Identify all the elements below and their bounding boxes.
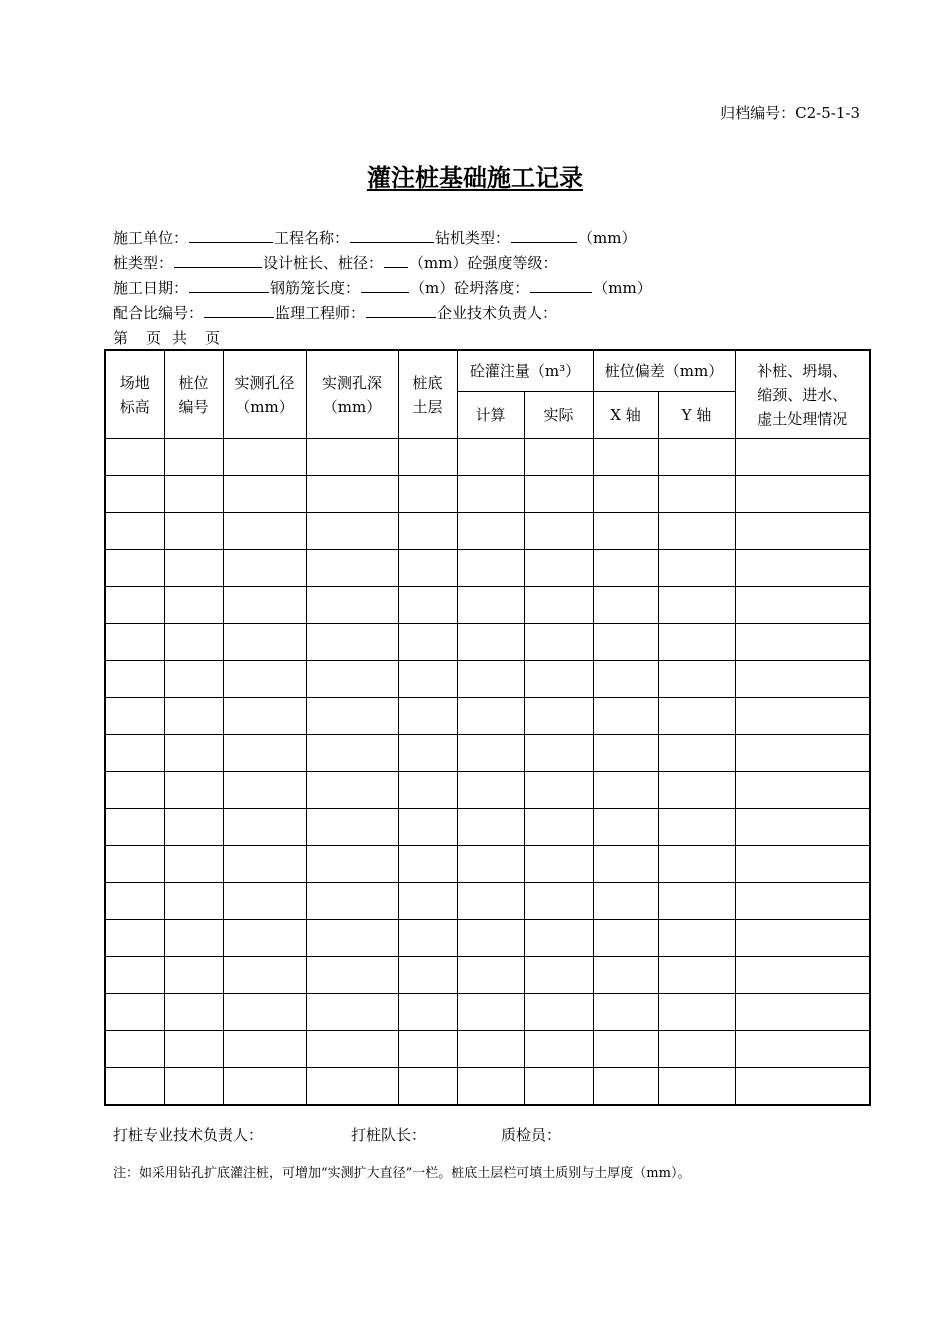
- table-cell[interactable]: [398, 661, 457, 698]
- table-cell[interactable]: [223, 883, 306, 920]
- cage-length-field[interactable]: [361, 277, 409, 293]
- table-cell[interactable]: [735, 994, 870, 1031]
- drill-type-field[interactable]: [511, 227, 577, 243]
- table-cell[interactable]: [398, 1031, 457, 1068]
- design-pile-field[interactable]: [384, 252, 408, 268]
- table-cell[interactable]: [223, 513, 306, 550]
- table-cell[interactable]: [524, 439, 593, 476]
- table-cell[interactable]: [735, 513, 870, 550]
- table-cell[interactable]: [735, 772, 870, 809]
- table-row: [105, 587, 870, 624]
- table-row: [105, 476, 870, 513]
- table-cell[interactable]: [593, 994, 658, 1031]
- table-cell[interactable]: [398, 735, 457, 772]
- table-cell[interactable]: [658, 846, 735, 883]
- table-cell[interactable]: [735, 550, 870, 587]
- table-cell[interactable]: [398, 920, 457, 957]
- fields-row-4: [113, 301, 652, 326]
- table-cell[interactable]: [658, 661, 735, 698]
- table-cell[interactable]: [524, 550, 593, 587]
- table-cell[interactable]: [457, 698, 524, 735]
- table-cell[interactable]: [105, 513, 164, 550]
- table-cell[interactable]: [524, 735, 593, 772]
- table-cell[interactable]: [524, 587, 593, 624]
- table-cell[interactable]: [105, 476, 164, 513]
- table-cell[interactable]: [457, 846, 524, 883]
- header-x-axis: X 轴: [593, 392, 658, 439]
- table-cell[interactable]: [164, 439, 223, 476]
- table-cell[interactable]: [105, 624, 164, 661]
- table-cell[interactable]: [457, 476, 524, 513]
- table-cell[interactable]: [658, 994, 735, 1031]
- table-cell[interactable]: [164, 476, 223, 513]
- table-cell[interactable]: [306, 809, 398, 846]
- table-cell[interactable]: [658, 476, 735, 513]
- table-cell[interactable]: [164, 846, 223, 883]
- table-cell[interactable]: [593, 883, 658, 920]
- table-cell[interactable]: [735, 735, 870, 772]
- header-measured-diameter: 实测孔径（mm）: [223, 350, 306, 439]
- table-cell[interactable]: [398, 772, 457, 809]
- table-cell[interactable]: [524, 698, 593, 735]
- table-cell[interactable]: [457, 550, 524, 587]
- table-cell[interactable]: [223, 1031, 306, 1068]
- table-cell[interactable]: [457, 661, 524, 698]
- table-row: [105, 772, 870, 809]
- header-measured-depth: 实测孔深（mm）: [306, 350, 398, 439]
- supervisor-label: 监理工程师：: [275, 304, 366, 322]
- drill-type-label: 钻机类型：: [435, 229, 511, 247]
- table-cell[interactable]: [105, 772, 164, 809]
- table-cell[interactable]: [223, 809, 306, 846]
- table-cell[interactable]: [593, 661, 658, 698]
- table-cell[interactable]: [306, 772, 398, 809]
- table-cell[interactable]: [524, 513, 593, 550]
- table-cell[interactable]: [306, 587, 398, 624]
- table-cell[interactable]: [457, 957, 524, 994]
- table-cell[interactable]: [658, 439, 735, 476]
- design-pile-label: 设计桩长、桩径：: [263, 254, 384, 272]
- table-cell[interactable]: [398, 957, 457, 994]
- table-row: [105, 809, 870, 846]
- table-cell[interactable]: [457, 587, 524, 624]
- table-cell[interactable]: [735, 587, 870, 624]
- table-cell[interactable]: [735, 957, 870, 994]
- table-row: [105, 550, 870, 587]
- table-row: [105, 920, 870, 957]
- drill-type-unit: （mm）: [578, 229, 637, 247]
- table-cell[interactable]: [306, 661, 398, 698]
- table-cell[interactable]: [105, 957, 164, 994]
- project-name-field[interactable]: [350, 227, 434, 243]
- table-row: [105, 439, 870, 476]
- table-cell[interactable]: [524, 846, 593, 883]
- signature-footer: [113, 1124, 561, 1145]
- table-cell[interactable]: [164, 698, 223, 735]
- table-cell[interactable]: [735, 1068, 870, 1106]
- table-cell[interactable]: [593, 624, 658, 661]
- table-cell[interactable]: [457, 513, 524, 550]
- table-cell[interactable]: [164, 735, 223, 772]
- table-cell[interactable]: [164, 550, 223, 587]
- table-cell[interactable]: [398, 476, 457, 513]
- table-row: [105, 513, 870, 550]
- table-cell[interactable]: [223, 920, 306, 957]
- table-cell[interactable]: [735, 846, 870, 883]
- table-cell[interactable]: [593, 957, 658, 994]
- construction-date-label: 施工日期：: [113, 279, 189, 297]
- header-fields: [113, 226, 652, 351]
- header-position-deviation: 桩位偏差（mm）: [593, 350, 735, 392]
- table-cell[interactable]: [398, 1068, 457, 1106]
- header-y-axis: Y 轴: [658, 392, 735, 439]
- table-cell[interactable]: [306, 846, 398, 883]
- table-cell[interactable]: [105, 920, 164, 957]
- table-cell[interactable]: [105, 550, 164, 587]
- table-cell[interactable]: [306, 476, 398, 513]
- table-cell[interactable]: [164, 957, 223, 994]
- concrete-grade-label: （mm）砼强度等级：: [409, 254, 558, 272]
- tech-leader-label: 企业技术负责人：: [437, 304, 558, 322]
- table-cell[interactable]: [457, 809, 524, 846]
- table-cell[interactable]: [105, 698, 164, 735]
- inspector-label: 质检员：: [501, 1126, 562, 1144]
- cage-length-label: 钢筋笼长度：: [270, 279, 361, 297]
- table-cell[interactable]: [593, 735, 658, 772]
- table-cell[interactable]: [524, 661, 593, 698]
- table-row: [105, 735, 870, 772]
- table-cell[interactable]: [223, 439, 306, 476]
- header-concrete-volume: 砼灌注量（m³）: [457, 350, 593, 392]
- table-cell[interactable]: [735, 624, 870, 661]
- table-cell[interactable]: [306, 550, 398, 587]
- table-cell[interactable]: [658, 883, 735, 920]
- construction-unit-label: 施工单位：: [113, 229, 189, 247]
- pile-type-label: 桩类型：: [113, 254, 174, 272]
- table-cell[interactable]: [105, 846, 164, 883]
- fields-row-1: [113, 226, 652, 251]
- table-cell[interactable]: [593, 846, 658, 883]
- table-cell[interactable]: [398, 994, 457, 1031]
- table-row: [105, 883, 870, 920]
- table-cell[interactable]: [658, 772, 735, 809]
- mix-number-field[interactable]: [204, 302, 274, 318]
- table-cell[interactable]: [658, 1031, 735, 1068]
- table-cell[interactable]: [306, 1068, 398, 1106]
- table-cell[interactable]: [524, 809, 593, 846]
- table-cell[interactable]: [306, 513, 398, 550]
- table-cell[interactable]: [164, 661, 223, 698]
- table-cell[interactable]: [306, 439, 398, 476]
- table-cell[interactable]: [398, 587, 457, 624]
- table-cell[interactable]: [105, 1068, 164, 1106]
- table-cell[interactable]: [658, 587, 735, 624]
- slump-unit: （mm）: [593, 279, 652, 297]
- table-cell[interactable]: [593, 439, 658, 476]
- table-cell[interactable]: [223, 1068, 306, 1106]
- table-row: [105, 1031, 870, 1068]
- table-cell[interactable]: [658, 809, 735, 846]
- page-ye1: 页: [146, 329, 162, 347]
- table-cell[interactable]: [223, 550, 306, 587]
- table-cell[interactable]: [105, 994, 164, 1031]
- page-title: 灌注桩基础施工记录: [367, 163, 583, 192]
- table-cell[interactable]: [306, 624, 398, 661]
- construction-date-field[interactable]: [189, 277, 269, 293]
- pile-tech-leader-label: 打桩专业技术负责人：: [113, 1126, 264, 1144]
- slump-field[interactable]: [530, 277, 592, 293]
- table-cell[interactable]: [658, 957, 735, 994]
- table-cell[interactable]: [164, 1031, 223, 1068]
- table-cell[interactable]: [457, 772, 524, 809]
- table-cell[interactable]: [164, 1068, 223, 1106]
- table-cell[interactable]: [593, 809, 658, 846]
- table-cell[interactable]: [105, 587, 164, 624]
- table-cell[interactable]: [524, 476, 593, 513]
- table-cell[interactable]: [524, 883, 593, 920]
- table-cell[interactable]: [223, 846, 306, 883]
- table-cell[interactable]: [735, 661, 870, 698]
- table-cell[interactable]: [164, 994, 223, 1031]
- table-cell[interactable]: [164, 772, 223, 809]
- table-cell[interactable]: [105, 883, 164, 920]
- mix-number-label: 配合比编号：: [113, 304, 204, 322]
- header-actual: 实际: [524, 392, 593, 439]
- table-cell[interactable]: [658, 550, 735, 587]
- table-cell[interactable]: [398, 439, 457, 476]
- table-cell[interactable]: [658, 698, 735, 735]
- header-pile-number: 桩位编号: [164, 350, 223, 439]
- table-cell[interactable]: [524, 920, 593, 957]
- page-info: [113, 326, 652, 351]
- fields-row-2: [113, 251, 652, 276]
- table-cell[interactable]: [105, 809, 164, 846]
- supervisor-field[interactable]: [366, 302, 436, 318]
- table-cell[interactable]: [593, 513, 658, 550]
- table-cell[interactable]: [223, 994, 306, 1031]
- table-cell[interactable]: [524, 957, 593, 994]
- table-cell[interactable]: [735, 920, 870, 957]
- table-cell[interactable]: [164, 883, 223, 920]
- table-cell[interactable]: [223, 698, 306, 735]
- table-cell[interactable]: [457, 920, 524, 957]
- archive-number: 归档编号：C2-5-1-3: [720, 104, 860, 122]
- table-cell[interactable]: [593, 920, 658, 957]
- page-gong: 共: [172, 329, 188, 347]
- table-cell[interactable]: [306, 735, 398, 772]
- table-cell[interactable]: [735, 1031, 870, 1068]
- header-remedy: 补桩、坍塌、缩颈、进水、虚土处理情况: [735, 350, 870, 439]
- table-cell[interactable]: [457, 1068, 524, 1106]
- table-cell[interactable]: [593, 550, 658, 587]
- table-row: [105, 1068, 870, 1106]
- table-row: [105, 624, 870, 661]
- pile-type-field[interactable]: [174, 252, 262, 268]
- table-cell[interactable]: [457, 1031, 524, 1068]
- table-cell[interactable]: [524, 1068, 593, 1106]
- table-cell[interactable]: [223, 957, 306, 994]
- header-bottom-soil: 桩底土层: [398, 350, 457, 439]
- table-cell[interactable]: [658, 920, 735, 957]
- table-cell[interactable]: [658, 513, 735, 550]
- page-ye2: 页: [205, 329, 221, 347]
- table-cell[interactable]: [457, 883, 524, 920]
- table-cell[interactable]: [735, 883, 870, 920]
- footnote: 注：如采用钻孔扩底灌注桩，可增加“实测扩大直径”一栏。桩底土层栏可填土质别与土厚度（mm）。: [113, 1166, 691, 1181]
- table-cell[interactable]: [524, 772, 593, 809]
- table-cell[interactable]: [164, 920, 223, 957]
- table-cell[interactable]: [593, 1031, 658, 1068]
- table-cell[interactable]: [735, 698, 870, 735]
- table-row: [105, 698, 870, 735]
- table-cell[interactable]: [306, 883, 398, 920]
- table-cell[interactable]: [658, 1068, 735, 1106]
- table-cell[interactable]: [735, 476, 870, 513]
- table-cell[interactable]: [593, 698, 658, 735]
- table-cell[interactable]: [164, 587, 223, 624]
- table-cell[interactable]: [593, 587, 658, 624]
- pile-captain-label: 打桩队长：: [351, 1126, 427, 1144]
- table-cell[interactable]: [398, 550, 457, 587]
- table-cell[interactable]: [524, 624, 593, 661]
- table-cell[interactable]: [524, 1031, 593, 1068]
- record-table: [104, 349, 871, 1106]
- table-cell[interactable]: [398, 698, 457, 735]
- table-cell[interactable]: [164, 809, 223, 846]
- table-row: [105, 661, 870, 698]
- table-row: [105, 846, 870, 883]
- table-cell[interactable]: [306, 957, 398, 994]
- table-cell[interactable]: [223, 476, 306, 513]
- table-cell[interactable]: [457, 735, 524, 772]
- table-cell[interactable]: [164, 513, 223, 550]
- header-site-elevation: 场地标高: [105, 350, 164, 439]
- project-name-label: 工程名称：: [274, 229, 350, 247]
- table-cell[interactable]: [398, 624, 457, 661]
- fields-row-3: [113, 276, 652, 301]
- table-cell[interactable]: [398, 809, 457, 846]
- table-cell[interactable]: [457, 624, 524, 661]
- table-cell[interactable]: [658, 624, 735, 661]
- table-cell[interactable]: [457, 994, 524, 1031]
- table-cell[interactable]: [105, 439, 164, 476]
- table-cell[interactable]: [306, 698, 398, 735]
- table-cell[interactable]: [398, 846, 457, 883]
- slump-label: （m）砼坍落度：: [410, 279, 530, 297]
- table-cell[interactable]: [223, 661, 306, 698]
- table-cell[interactable]: [306, 1031, 398, 1068]
- table-cell[interactable]: [306, 994, 398, 1031]
- table-cell[interactable]: [398, 883, 457, 920]
- table-cell[interactable]: [735, 439, 870, 476]
- table-cell[interactable]: [457, 439, 524, 476]
- table-row: [105, 957, 870, 994]
- table-cell[interactable]: [223, 735, 306, 772]
- table-cell[interactable]: [735, 809, 870, 846]
- header-row-1: [105, 350, 870, 392]
- table-cell[interactable]: [593, 1068, 658, 1106]
- table-cell[interactable]: [223, 772, 306, 809]
- table-cell[interactable]: [223, 587, 306, 624]
- table-cell[interactable]: [164, 624, 223, 661]
- table-row: [105, 994, 870, 1031]
- page-di: 第: [113, 329, 129, 347]
- table-cell[interactable]: [593, 772, 658, 809]
- table-cell[interactable]: [306, 920, 398, 957]
- construction-unit-field[interactable]: [189, 227, 273, 243]
- table-cell[interactable]: [223, 624, 306, 661]
- table-cell[interactable]: [524, 994, 593, 1031]
- table-cell[interactable]: [105, 661, 164, 698]
- table-cell[interactable]: [658, 735, 735, 772]
- table-cell[interactable]: [105, 735, 164, 772]
- table-cell[interactable]: [105, 1031, 164, 1068]
- table-cell[interactable]: [398, 513, 457, 550]
- header-calculated: 计算: [457, 392, 524, 439]
- table-cell[interactable]: [593, 476, 658, 513]
